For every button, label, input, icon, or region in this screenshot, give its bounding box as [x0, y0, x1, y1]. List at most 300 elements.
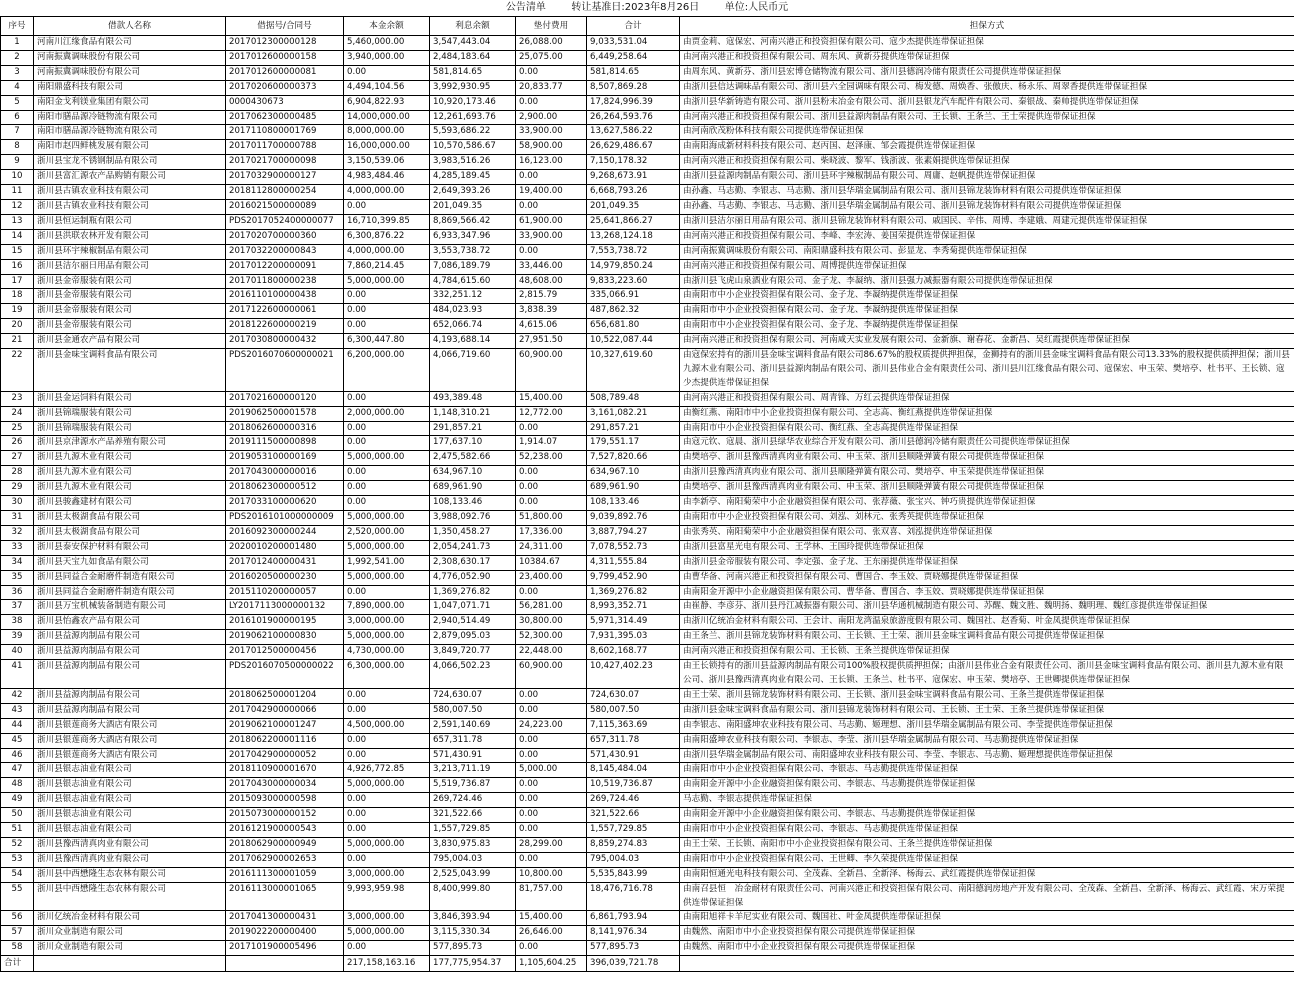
row-total: 724,630.07	[587, 688, 680, 703]
guarantee-method: 由南阳旭祥卡羊尼实业有限公司、魏国社、叶金凤提供连带保证担保	[680, 911, 1294, 926]
interest-balance: 332,251.12	[430, 289, 516, 304]
principal-balance: 5,000,000.00	[344, 630, 430, 645]
row-index: 28	[1, 466, 34, 481]
table-row	[1, 808, 1294, 823]
table-row	[1, 481, 1294, 496]
row-index: 9	[1, 155, 34, 170]
borrower-name: 河南振冀调味股份有限公司	[34, 65, 226, 80]
guarantee-method: 由南阳市中小企业投资担保有限公司、李银志、马志勤提供连带保证担保	[680, 823, 1294, 838]
totals-empty-cell	[34, 956, 226, 972]
borrower-name: 浙川县银志油业有限公司	[34, 808, 226, 823]
principal-balance: 5,000,000.00	[344, 274, 430, 289]
row-total: 7,150,178.32	[587, 155, 680, 170]
table-row	[1, 911, 1294, 926]
table-row	[1, 496, 1294, 511]
borrower-name: 浙川县洁尔丽日用品有限公司	[34, 259, 226, 274]
borrower-name: 南阳金戈利镁业集团有限公司	[34, 95, 226, 110]
guarantee-method: 由樊培亭、浙川县豫西清真肉业有限公司、申玉荣、浙川县顺隆弹簧有限公司提供连带保证担保	[680, 451, 1294, 466]
guarantee-method: 由南阳盛坤农业科技有限公司、李银志、李莹、浙川县华瑞金属制品有限公司、马志勤提供连带保证担保	[680, 733, 1294, 748]
row-total: 8,993,352.71	[587, 600, 680, 615]
borrower-name: 浙川县太极湖食品有限公司	[34, 525, 226, 540]
interest-balance: 4,066,719.60	[430, 349, 516, 392]
interest-balance: 201,049.35	[430, 199, 516, 214]
table-row	[1, 941, 1294, 956]
table-row	[1, 391, 1294, 406]
guarantee-method: 由河南兴港正和投资担保有限公司、浙川县益源肉制品有限公司、王长锁、王条兰、王士荣提供连带保证担保	[680, 110, 1294, 125]
interest-balance: 2,054,241.73	[430, 540, 516, 555]
row-total: 6,668,793.26	[587, 185, 680, 200]
borrower-name: 浙川县金帝服装有限公司	[34, 274, 226, 289]
interest-balance: 3,983,516.26	[430, 155, 516, 170]
table-row	[1, 823, 1294, 838]
table-row	[1, 50, 1294, 65]
table-row	[1, 778, 1294, 793]
guarantee-method: 由南阳市中小企业投资担保有限公司、王世卿、李久荣提供连带保证担保	[680, 852, 1294, 867]
row-index: 30	[1, 496, 34, 511]
guarantee-method: 由河南兴港正和投资担保有限公司、周东风、黄新芬提供连带保证担保	[680, 50, 1294, 65]
advance-fees: 0.00	[516, 823, 587, 838]
guarantee-method: 由衡红燕、南阳市中小企业投资担保有限公司、全志高、衡红燕提供连带保证担保	[680, 406, 1294, 421]
borrower-name: 浙川县天宝九如食品有限公司	[34, 555, 226, 570]
advance-fees: 2,900.00	[516, 110, 587, 125]
borrower-name: 浙川县九源木业有限公司	[34, 481, 226, 496]
contract-number: 2019062100001247	[226, 718, 344, 733]
principal-balance: 14,000,000.00	[344, 110, 430, 125]
borrower-name: 南阳鼎盛科技有限公司	[34, 80, 226, 95]
borrower-name: 浙川县同益合金耐磨件制造有限公司	[34, 585, 226, 600]
guarantee-method: 由南召县恒 冶金耐材有限责任公司、河南兴港正和投资担保有限公司、南阳德润房地产开发有限公司、全茂森、全新昌、全新泽、杨海云、武红霞、宋万荣提供连带保证担保	[680, 882, 1294, 911]
advance-fees: 58,900.00	[516, 140, 587, 155]
principal-balance: 1,992,541.00	[344, 555, 430, 570]
principal-balance: 6,300,876.22	[344, 229, 430, 244]
principal-balance: 7,860,214.45	[344, 259, 430, 274]
advance-fees: 52,238.00	[516, 451, 587, 466]
contract-number: 2017012400000431	[226, 555, 344, 570]
borrower-name: 浙川县豫西清真肉业有限公司	[34, 852, 226, 867]
col-header-index: 序号	[1, 17, 34, 36]
principal-balance: 5,000,000.00	[344, 570, 430, 585]
principal-balance: 7,890,000.00	[344, 600, 430, 615]
contract-number: 2017021600000120	[226, 391, 344, 406]
row-index: 39	[1, 630, 34, 645]
table-row	[1, 718, 1294, 733]
guarantee-method: 由河南兴港正和投资担保有限公司、周青锋、万红云提供连带保证担保	[680, 391, 1294, 406]
borrower-name: 浙川县中西懋隆生态农林有限公司	[34, 882, 226, 911]
interest-balance: 6,933,347.96	[430, 229, 516, 244]
guarantee-method: 由南阳金开源中小企业融资担保有限公司、李银志、马志勤提供连带保证担保	[680, 778, 1294, 793]
advance-fees: 52,300.00	[516, 630, 587, 645]
guarantee-method: 由曹华备、河南兴港正和投资担保有限公司、曹国合、李玉姣、贾晓娜提供连带保证担保	[680, 570, 1294, 585]
row-total: 9,833,223.60	[587, 274, 680, 289]
contract-number: 2018062200001116	[226, 733, 344, 748]
advance-fees: 0.00	[516, 793, 587, 808]
row-total: 7,115,363.69	[587, 718, 680, 733]
interest-balance: 2,475,582.66	[430, 451, 516, 466]
row-total: 8,859,274.83	[587, 837, 680, 852]
row-total: 1,369,276.82	[587, 585, 680, 600]
advance-fees: 3,838.39	[516, 304, 587, 319]
advance-fees: 0.00	[516, 199, 587, 214]
advance-fees: 15,400.00	[516, 911, 587, 926]
principal-balance: 4,000,000.00	[344, 244, 430, 259]
advance-fees: 0.00	[516, 808, 587, 823]
guarantee-method: 由寇元钦、寇晨、浙川县绿华农业综合开发有限公司、浙川县德润冷储有限责任公司提供连带保证担保	[680, 436, 1294, 451]
row-index: 43	[1, 703, 34, 718]
interest-balance: 3,849,720.77	[430, 645, 516, 660]
advance-fees: 25,075.00	[516, 50, 587, 65]
advance-fees: 0.00	[516, 95, 587, 110]
row-index: 25	[1, 421, 34, 436]
advance-fees: 23,400.00	[516, 570, 587, 585]
contract-number: 2017110800001769	[226, 125, 344, 140]
row-index: 13	[1, 214, 34, 229]
principal-balance: 4,000,000.00	[344, 185, 430, 200]
interest-balance: 2,649,393.26	[430, 185, 516, 200]
principal-balance: 0.00	[344, 748, 430, 763]
interest-balance: 2,940,514.49	[430, 615, 516, 630]
row-total: 6,449,258.64	[587, 50, 680, 65]
advance-fees: 56,281.00	[516, 600, 587, 615]
guarantee-method: 由浙川县飞虎山泉酒业有限公司、金子龙、李凝纳、浙川县强力减振器有限公司提供连带保证担保	[680, 274, 1294, 289]
table-row	[1, 259, 1294, 274]
contract-number: 2017043000000034	[226, 778, 344, 793]
interest-balance: 269,724.46	[430, 793, 516, 808]
table-row	[1, 867, 1294, 882]
row-index: 38	[1, 615, 34, 630]
advance-fees: 0.00	[516, 170, 587, 185]
borrower-name: 浙川县银志油业有限公司	[34, 793, 226, 808]
row-index: 12	[1, 199, 34, 214]
principal-balance: 4,926,772.85	[344, 763, 430, 778]
row-index: 21	[1, 334, 34, 349]
guarantee-method: 由南阳市中小企业投资担保有限公司、刘泓、刘林元、张秀英提供连带保证担保	[680, 511, 1294, 526]
row-total: 656,681.80	[587, 319, 680, 334]
borrower-name: 浙川县环宇辣椒制品有限公司	[34, 244, 226, 259]
guarantee-method: 由河南振冀调味股份有限公司、南阳鼎盛科技有限公司、彭显龙、李秀菊提供连带保证担保	[680, 244, 1294, 259]
advance-fees: 60,900.00	[516, 660, 587, 689]
advance-fees: 26,088.00	[516, 36, 587, 51]
contract-number: 2017012300000128	[226, 36, 344, 51]
contract-number: PDS2017052400000077	[226, 214, 344, 229]
borrower-name: 浙川县怡鑫农产品有限公司	[34, 615, 226, 630]
table-row	[1, 95, 1294, 110]
guarantee-method: 由浙川县华新铸造有限公司、浙川县粉末冶金有限公司、浙川县银龙汽车配件有限公司、秦银战、秦帅提供连带保证担保	[680, 95, 1294, 110]
col-header-interest: 利息余额	[430, 17, 516, 36]
contract-number: 2018062600000316	[226, 421, 344, 436]
contract-number: 0000430673	[226, 95, 344, 110]
guarantee-method: 由南阳金开源中小企业融资担保有限公司、曹华备、曹国合、李玉姣、贾晓娜提供连带保证担保	[680, 585, 1294, 600]
interest-balance: 12,261,693.76	[430, 110, 516, 125]
guarantee-method: 由魏然、南阳市中小企业投资担保有限公司提供连带保证担保	[680, 926, 1294, 941]
interest-balance: 1,350,458.27	[430, 525, 516, 540]
guarantee-method: 由浙川县洁尔丽日用品有限公司、浙川县锦龙装饰材料有限公司、戚国民、辛伟、周博、李建娥、周建元提供连带保证担保	[680, 214, 1294, 229]
interest-balance: 577,895.73	[430, 941, 516, 956]
col-header-total: 合计	[587, 17, 680, 36]
borrower-name: 南阳市赵四鲜桃发展有限公司	[34, 140, 226, 155]
contract-number: LY2017113000000132	[226, 600, 344, 615]
principal-balance: 4,730,000.00	[344, 645, 430, 660]
borrower-name: 南阳市膳品源冷链物流有限公司	[34, 125, 226, 140]
contract-number: 2017021700000098	[226, 155, 344, 170]
advance-fees: 4,615.06	[516, 319, 587, 334]
row-total: 291,857.21	[587, 421, 680, 436]
row-total: 7,527,820.66	[587, 451, 680, 466]
totals-principal: 217,158,163.16	[344, 956, 430, 972]
contract-number: 2017012600000158	[226, 50, 344, 65]
interest-balance: 10,570,586.67	[430, 140, 516, 155]
contract-number: 2018122600000219	[226, 319, 344, 334]
table-row	[1, 703, 1294, 718]
advance-fees: 10384.67	[516, 555, 587, 570]
guarantee-method: 由周东风、黄新芬、浙川县宏博仓储物流有限公司、浙川县德润冷储有限责任公司提供连带保证担保	[680, 65, 1294, 80]
principal-balance: 2,000,000.00	[344, 406, 430, 421]
row-index: 52	[1, 837, 34, 852]
contract-number: 2017032200000843	[226, 244, 344, 259]
borrower-name: 浙川县银莲商务大酒店有限公司	[34, 718, 226, 733]
advance-fees: 0.00	[516, 703, 587, 718]
row-total: 8,145,484.04	[587, 763, 680, 778]
borrower-name: 浙川县银志油业有限公司	[34, 823, 226, 838]
contract-number: 2018062300000512	[226, 481, 344, 496]
principal-balance: 0.00	[344, 823, 430, 838]
borrower-name: 浙川县金帝服装有限公司	[34, 319, 226, 334]
table-row	[1, 244, 1294, 259]
table-row	[1, 763, 1294, 778]
interest-balance: 581,814.65	[430, 65, 516, 80]
contract-number: 2016111300001059	[226, 867, 344, 882]
row-total: 581,814.65	[587, 65, 680, 80]
contract-number: 2016101900000195	[226, 615, 344, 630]
interest-balance: 795,004.03	[430, 852, 516, 867]
contract-number: 2019111500000898	[226, 436, 344, 451]
principal-balance: 0.00	[344, 703, 430, 718]
table-row	[1, 406, 1294, 421]
interest-balance: 3,547,443.04	[430, 36, 516, 51]
row-index: 49	[1, 793, 34, 808]
guarantee-method: 由浙川县信达调味品有限公司、浙川县六全园调味有限公司、梅发德、周焕香、张傲庆、杨永乐、周翠香提供连带保证担保	[680, 80, 1294, 95]
borrower-name: 浙川县骏鑫建材有限公司	[34, 496, 226, 511]
principal-balance: 5,000,000.00	[344, 540, 430, 555]
borrower-name: 河南川江缘食品有限公司	[34, 36, 226, 51]
advance-fees: 0.00	[516, 778, 587, 793]
guarantee-method: 由浙川亿统冶金材料有限公司、王会计、南阳龙湾温泉旅游度假有限公司、魏国社、赵香菊、叶金凤提供连带保证担保	[680, 615, 1294, 630]
advance-fees: 0.00	[516, 481, 587, 496]
advance-fees: 0.00	[516, 585, 587, 600]
interest-balance: 7,086,189.79	[430, 259, 516, 274]
contract-number: 2017042900000052	[226, 748, 344, 763]
advance-fees: 26,646.00	[516, 926, 587, 941]
contract-number: 2017041300000431	[226, 911, 344, 926]
contract-number: 2019022200000400	[226, 926, 344, 941]
col-header-principal: 本金余额	[344, 17, 430, 36]
row-index: 50	[1, 808, 34, 823]
principal-balance: 5,000,000.00	[344, 926, 430, 941]
borrower-name: 浙川亿统冶金材料有限公司	[34, 911, 226, 926]
principal-balance: 5,460,000.00	[344, 36, 430, 51]
row-index: 31	[1, 511, 34, 526]
principal-balance: 0.00	[344, 808, 430, 823]
advance-fees: 12,772.00	[516, 406, 587, 421]
contract-number: 2017012200000091	[226, 259, 344, 274]
guarantee-method: 由南阳海成新材料科技有限公司、赵丙国、赵泽康、邹会霞提供连带保证担保	[680, 140, 1294, 155]
borrower-name: 浙川县万宝机械装备制造有限公司	[34, 600, 226, 615]
row-total: 8,602,168.77	[587, 645, 680, 660]
table-row	[1, 688, 1294, 703]
row-index: 18	[1, 289, 34, 304]
advance-fees: 48,608.00	[516, 274, 587, 289]
row-index: 44	[1, 718, 34, 733]
row-total: 508,789.48	[587, 391, 680, 406]
totals-empty-cell	[680, 956, 1294, 972]
table-row	[1, 451, 1294, 466]
row-total: 179,551.17	[587, 436, 680, 451]
row-index: 51	[1, 823, 34, 838]
table-row	[1, 570, 1294, 585]
row-total: 25,641,866.27	[587, 214, 680, 229]
advance-fees: 24,311.00	[516, 540, 587, 555]
totals-sum: 396,039,721.78	[587, 956, 680, 972]
borrower-name: 浙川县益源肉制品有限公司	[34, 630, 226, 645]
guarantee-method: 由河南兴港正和投资担保有限公司、柴晓波、黎军、钱浙波、张素娟提供连带保证担保	[680, 155, 1294, 170]
interest-balance: 4,066,502.23	[430, 660, 516, 689]
principal-balance: 9,993,959.98	[344, 882, 430, 911]
interest-balance: 321,522.66	[430, 808, 516, 823]
col-header-advance: 垫付费用	[516, 17, 587, 36]
interest-balance: 4,285,189.45	[430, 170, 516, 185]
interest-balance: 177,637.10	[430, 436, 516, 451]
interest-balance: 4,784,615.60	[430, 274, 516, 289]
row-index: 57	[1, 926, 34, 941]
borrower-name: 浙川县中西懋隆生态农林有限公司	[34, 867, 226, 882]
interest-balance: 1,148,310.21	[430, 406, 516, 421]
interest-balance: 2,591,140.69	[430, 718, 516, 733]
row-total: 335,066.91	[587, 289, 680, 304]
interest-balance: 2,484,183.64	[430, 50, 516, 65]
contract-number: 2017011800000238	[226, 274, 344, 289]
principal-balance: 0.00	[344, 688, 430, 703]
borrower-name: 浙川县益源肉制品有限公司	[34, 688, 226, 703]
table-row	[1, 630, 1294, 645]
row-index: 7	[1, 125, 34, 140]
contract-number: 2016113000001065	[226, 882, 344, 911]
row-total: 4,311,555.84	[587, 555, 680, 570]
advance-fees: 15,400.00	[516, 391, 587, 406]
table-row	[1, 615, 1294, 630]
advance-fees: 19,400.00	[516, 185, 587, 200]
row-index: 58	[1, 941, 34, 956]
table-row	[1, 585, 1294, 600]
principal-balance: 0.00	[344, 466, 430, 481]
advance-fees: 51,800.00	[516, 511, 587, 526]
advance-fees: 16,123.00	[516, 155, 587, 170]
principal-balance: 0.00	[344, 733, 430, 748]
table-row	[1, 319, 1294, 334]
totals-advance: 1,105,604.25	[516, 956, 587, 972]
row-total: 9,033,531.04	[587, 36, 680, 51]
guarantee-method: 由南阳市中小企业投资担保有限公司、金子龙、李凝纳提供连带保证担保	[680, 319, 1294, 334]
interest-balance: 2,308,630.17	[430, 555, 516, 570]
borrower-name: 浙川县益源肉制品有限公司	[34, 660, 226, 689]
row-total: 3,887,794.27	[587, 525, 680, 540]
guarantee-method: 由河南欣茂粉体科技有限公司提供连带保证担保	[680, 125, 1294, 140]
interest-balance: 3,988,092.76	[430, 511, 516, 526]
contract-number: 2018062900000949	[226, 837, 344, 852]
guarantee-method: 由李新亭、南阳菊荣中小企业融资担保有限公司、张荐薇、张宝兴、钟巧贵提供连带保证担保	[680, 496, 1294, 511]
advance-fees: 0.00	[516, 733, 587, 748]
row-index: 11	[1, 185, 34, 200]
interest-balance: 4,776,052.90	[430, 570, 516, 585]
principal-balance: 6,200,000.00	[344, 349, 430, 392]
contract-number: 2020010200001480	[226, 540, 344, 555]
row-total: 6,861,793.94	[587, 911, 680, 926]
contract-number: 2016110100000438	[226, 289, 344, 304]
borrower-name: 浙川县益源肉制品有限公司	[34, 645, 226, 660]
contract-number: 2016021500000089	[226, 199, 344, 214]
row-index: 23	[1, 391, 34, 406]
row-total: 571,430.91	[587, 748, 680, 763]
borrower-name: 浙川县锦瑞服装有限公司	[34, 421, 226, 436]
advance-fees: 33,446.00	[516, 259, 587, 274]
table-row	[1, 555, 1294, 570]
borrower-name: 浙川县京津源水产品养殖有限公司	[34, 436, 226, 451]
advance-fees: 0.00	[516, 688, 587, 703]
row-index: 53	[1, 852, 34, 867]
table-row	[1, 274, 1294, 289]
guarantee-method: 由南阳恒通光电科技有限公司、全茂森、全新昌、全新泽、杨海云、武红霞提供连带保证担保	[680, 867, 1294, 882]
principal-balance: 8,000,000.00	[344, 125, 430, 140]
contract-number: 2019062500001578	[226, 406, 344, 421]
row-total: 1,557,729.85	[587, 823, 680, 838]
interest-balance: 3,830,975.83	[430, 837, 516, 852]
borrower-name: 浙川县古镇农业科技有限公司	[34, 185, 226, 200]
contract-number: PDS2016070600000021	[226, 349, 344, 392]
table-row	[1, 466, 1294, 481]
totals-empty-cell	[226, 956, 344, 972]
row-total: 26,264,593.76	[587, 110, 680, 125]
row-index: 48	[1, 778, 34, 793]
borrower-name: 浙川县银志油业有限公司	[34, 763, 226, 778]
contract-number: 2017030800000432	[226, 334, 344, 349]
interest-balance: 5,593,686.22	[430, 125, 516, 140]
table-row	[1, 525, 1294, 540]
guarantee-method: 由河南兴港正和投资担保有限公司、河南咸天实业发展有限公司、金新旗、谢春花、金新昌、吴红霞提供连带保证担保	[680, 334, 1294, 349]
interest-balance: 657,311.78	[430, 733, 516, 748]
row-index: 32	[1, 525, 34, 540]
table-row	[1, 882, 1294, 911]
col-header-borrower: 借款人名称	[34, 17, 226, 36]
interest-balance: 652,066.74	[430, 319, 516, 334]
guarantee-method: 由浙川县金味宝调料食品有限公司、浙川县锦龙装饰材料有限公司、王长锁、王士荣、王条兰提供连带保证担保	[680, 703, 1294, 718]
interest-balance: 3,992,930.95	[430, 80, 516, 95]
interest-balance: 5,519,736.87	[430, 778, 516, 793]
borrower-name: 浙川县银志油业有限公司	[34, 778, 226, 793]
row-total: 26,629,486.67	[587, 140, 680, 155]
borrower-name: 浙川县银莲商务大酒店有限公司	[34, 748, 226, 763]
contract-number: 2017012600000081	[226, 65, 344, 80]
borrower-name: 浙川县九源木业有限公司	[34, 451, 226, 466]
row-index: 26	[1, 436, 34, 451]
guarantee-method: 由浙川县华瑞金属制品有限公司、南阳盛坤农业科技有限公司、李莹、李银志、马志勤、姬理想提供连带保证担保	[680, 748, 1294, 763]
row-total: 795,004.03	[587, 852, 680, 867]
table-row	[1, 837, 1294, 852]
principal-balance: 0.00	[344, 941, 430, 956]
borrower-name: 浙川众业制造有限公司	[34, 926, 226, 941]
page-header	[0, 0, 1294, 16]
interest-balance: 3,115,330.34	[430, 926, 516, 941]
principal-balance: 4,494,104.56	[344, 80, 430, 95]
row-index: 4	[1, 80, 34, 95]
principal-balance: 0.00	[344, 481, 430, 496]
